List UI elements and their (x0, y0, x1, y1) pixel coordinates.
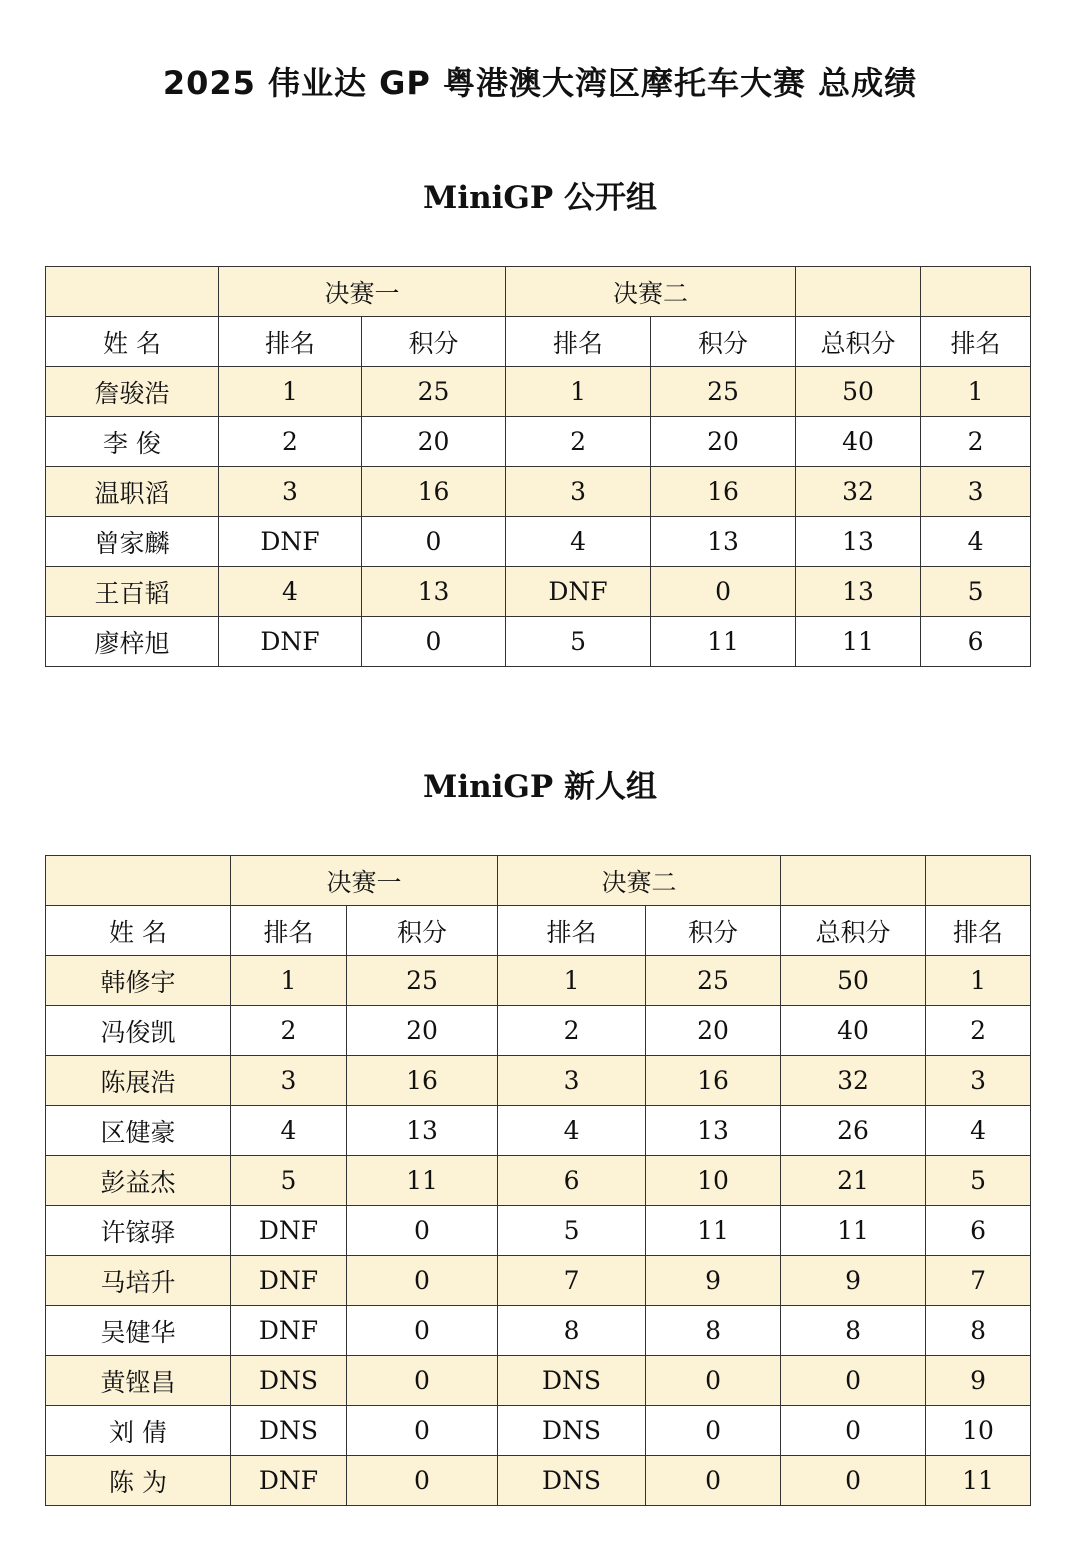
result-cell: 8 (498, 1306, 646, 1356)
result-cell: 21 (781, 1156, 926, 1206)
result-cell: 4 (506, 517, 651, 567)
result-cell: 0 (651, 567, 796, 617)
result-cell: DNF (219, 617, 362, 667)
result-cell: 8 (926, 1306, 1031, 1356)
table-row (46, 517, 1031, 567)
result-cell: 40 (796, 417, 921, 467)
column-header-cell: 排名 (219, 317, 362, 367)
result-cell: 11 (651, 617, 796, 667)
result-cell: 13 (362, 567, 506, 617)
rider-name-cell: 詹骏浩 (46, 367, 219, 417)
table-row (46, 1106, 1031, 1156)
rider-name-cell: 许镓驿 (46, 1206, 231, 1256)
column-header-cell: 总积分 (781, 906, 926, 956)
rider-name-cell: 温职滔 (46, 467, 219, 517)
rider-name-cell: 黄铿昌 (46, 1356, 231, 1406)
result-cell: 5 (926, 1156, 1031, 1206)
result-cell: 10 (926, 1406, 1031, 1456)
column-header-cell: 排名 (926, 906, 1031, 956)
table-row (46, 1206, 1031, 1256)
result-cell: 2 (921, 417, 1031, 467)
result-cell: 0 (347, 1406, 498, 1456)
result-cell: 5 (506, 617, 651, 667)
result-cell: 3 (219, 467, 362, 517)
rider-name-cell: 马培升 (46, 1256, 231, 1306)
group-header-cell (46, 856, 231, 906)
result-cell: 32 (796, 467, 921, 517)
result-cell: 0 (362, 517, 506, 567)
result-cell: 25 (347, 956, 498, 1006)
group-header-cell: 决赛一 (231, 856, 498, 906)
rider-name-cell: 陈展浩 (46, 1056, 231, 1106)
rider-name-cell: 廖梓旭 (46, 617, 219, 667)
result-cell: DNF (231, 1206, 347, 1256)
result-cell: 10 (646, 1156, 781, 1206)
result-cell: 2 (219, 417, 362, 467)
column-header-cell: 总积分 (796, 317, 921, 367)
table-row (46, 367, 1031, 417)
result-cell: 25 (651, 367, 796, 417)
page-title: 2025 伟业达 GP 粤港澳大湾区摩托车大赛 总成绩 (162, 64, 918, 102)
result-cell: 0 (347, 1456, 498, 1506)
results-table-open (45, 266, 1031, 667)
table-row (46, 617, 1031, 667)
result-cell: 2 (926, 1006, 1031, 1056)
result-cell: 7 (926, 1256, 1031, 1306)
section-title-open: MiniGP 公开组 (423, 180, 657, 216)
result-cell: 25 (362, 367, 506, 417)
column-header-row (46, 317, 1031, 367)
result-cell: 13 (646, 1106, 781, 1156)
result-cell: 16 (646, 1056, 781, 1106)
result-cell: 0 (646, 1406, 781, 1456)
result-cell: 20 (646, 1006, 781, 1056)
results-table-rookie (45, 855, 1031, 1506)
result-cell: 25 (646, 956, 781, 1006)
result-cell: 0 (347, 1356, 498, 1406)
result-cell: 50 (796, 367, 921, 417)
result-cell: DNF (506, 567, 651, 617)
result-cell: 4 (926, 1106, 1031, 1156)
result-cell: 9 (926, 1356, 1031, 1406)
result-cell: 5 (921, 567, 1031, 617)
result-cell: DNF (219, 517, 362, 567)
rider-name-cell: 区健豪 (46, 1106, 231, 1156)
rider-name-cell: 韩修宇 (46, 956, 231, 1006)
result-cell: 11 (646, 1206, 781, 1256)
result-cell: 4 (921, 517, 1031, 567)
result-cell: DNS (231, 1356, 347, 1406)
result-cell: 11 (796, 617, 921, 667)
rider-name-cell: 吴健华 (46, 1306, 231, 1356)
group-header-row (46, 856, 1031, 906)
table-row (46, 567, 1031, 617)
result-cell: 5 (498, 1206, 646, 1256)
rider-name-cell: 曾家麟 (46, 517, 219, 567)
rider-name-cell: 王百韬 (46, 567, 219, 617)
result-cell: 0 (347, 1206, 498, 1256)
group-header-row (46, 267, 1031, 317)
result-cell: 13 (796, 517, 921, 567)
result-cell: 0 (646, 1456, 781, 1506)
result-cell: 1 (926, 956, 1031, 1006)
result-cell: 0 (362, 617, 506, 667)
result-cell: 2 (498, 1006, 646, 1056)
rider-name-cell: 刘 倩 (46, 1406, 231, 1456)
result-cell: 26 (781, 1106, 926, 1156)
result-cell: 50 (781, 956, 926, 1006)
result-cell: 20 (362, 417, 506, 467)
result-cell: 3 (231, 1056, 347, 1106)
group-header-cell (926, 856, 1031, 906)
table-row (46, 1356, 1031, 1406)
rider-name-cell: 陈 为 (46, 1456, 231, 1506)
column-header-row (46, 906, 1031, 956)
result-cell: 3 (921, 467, 1031, 517)
column-header-cell: 排名 (498, 906, 646, 956)
column-header-cell: 姓 名 (46, 317, 219, 367)
table-row (46, 1156, 1031, 1206)
result-cell: 11 (347, 1156, 498, 1206)
table-row (46, 1056, 1031, 1106)
result-cell: 8 (646, 1306, 781, 1356)
result-cell: 8 (781, 1306, 926, 1356)
result-cell: 13 (347, 1106, 498, 1156)
table-row (46, 956, 1031, 1006)
result-cell: 9 (646, 1256, 781, 1306)
group-header-cell (46, 267, 219, 317)
column-header-cell: 积分 (651, 317, 796, 367)
group-header-cell (796, 267, 921, 317)
column-header-cell: 积分 (646, 906, 781, 956)
result-cell: 1 (219, 367, 362, 417)
result-cell: 4 (498, 1106, 646, 1156)
result-cell: 1 (506, 367, 651, 417)
result-cell: 11 (926, 1456, 1031, 1506)
result-cell: DNS (231, 1406, 347, 1456)
column-header-cell: 排名 (506, 317, 651, 367)
result-cell: 16 (347, 1056, 498, 1106)
result-cell: 4 (231, 1106, 347, 1156)
result-cell: 6 (926, 1206, 1031, 1256)
result-cell: 16 (651, 467, 796, 517)
table-row (46, 1456, 1031, 1506)
result-cell: 13 (796, 567, 921, 617)
result-cell: 1 (921, 367, 1031, 417)
column-header-cell: 积分 (362, 317, 506, 367)
result-cell: 6 (921, 617, 1031, 667)
group-header-cell (781, 856, 926, 906)
rider-name-cell: 冯俊凯 (46, 1006, 231, 1056)
table-row (46, 417, 1031, 467)
group-header-cell: 决赛二 (506, 267, 796, 317)
table-row (46, 467, 1031, 517)
result-cell: 20 (651, 417, 796, 467)
result-cell: 0 (781, 1356, 926, 1406)
result-cell: 3 (926, 1056, 1031, 1106)
column-header-cell: 积分 (347, 906, 498, 956)
result-cell: 20 (347, 1006, 498, 1056)
result-cell: 0 (347, 1256, 498, 1306)
group-header-cell: 决赛一 (219, 267, 506, 317)
result-cell: 40 (781, 1006, 926, 1056)
section-title-rookie: MiniGP 新人组 (423, 769, 657, 805)
result-cell: 0 (781, 1456, 926, 1506)
result-cell: DNS (498, 1356, 646, 1406)
result-cell: 0 (646, 1356, 781, 1406)
result-cell: 2 (506, 417, 651, 467)
result-cell: 3 (498, 1056, 646, 1106)
result-cell: DNS (498, 1456, 646, 1506)
result-cell: 1 (231, 956, 347, 1006)
result-cell: DNF (231, 1456, 347, 1506)
result-cell: 1 (498, 956, 646, 1006)
rider-name-cell: 彭益杰 (46, 1156, 231, 1206)
result-cell: 9 (781, 1256, 926, 1306)
table-row (46, 1256, 1031, 1306)
result-cell: 4 (219, 567, 362, 617)
result-cell: 16 (362, 467, 506, 517)
table-row (46, 1406, 1031, 1456)
group-header-cell (921, 267, 1031, 317)
column-header-cell: 排名 (231, 906, 347, 956)
result-cell: 7 (498, 1256, 646, 1306)
column-header-cell: 排名 (921, 317, 1031, 367)
rider-name-cell: 李 俊 (46, 417, 219, 467)
group-header-cell: 决赛二 (498, 856, 781, 906)
column-header-cell: 姓 名 (46, 906, 231, 956)
result-cell: 5 (231, 1156, 347, 1206)
result-cell: 0 (347, 1306, 498, 1356)
result-cell: 0 (781, 1406, 926, 1456)
result-cell: 6 (498, 1156, 646, 1206)
result-cell: DNF (231, 1306, 347, 1356)
result-cell: 32 (781, 1056, 926, 1106)
result-cell: 13 (651, 517, 796, 567)
result-cell: DNS (498, 1406, 646, 1456)
table-row (46, 1006, 1031, 1056)
table-row (46, 1306, 1031, 1356)
result-cell: DNF (231, 1256, 347, 1306)
result-cell: 11 (781, 1206, 926, 1256)
result-cell: 3 (506, 467, 651, 517)
result-cell: 2 (231, 1006, 347, 1056)
